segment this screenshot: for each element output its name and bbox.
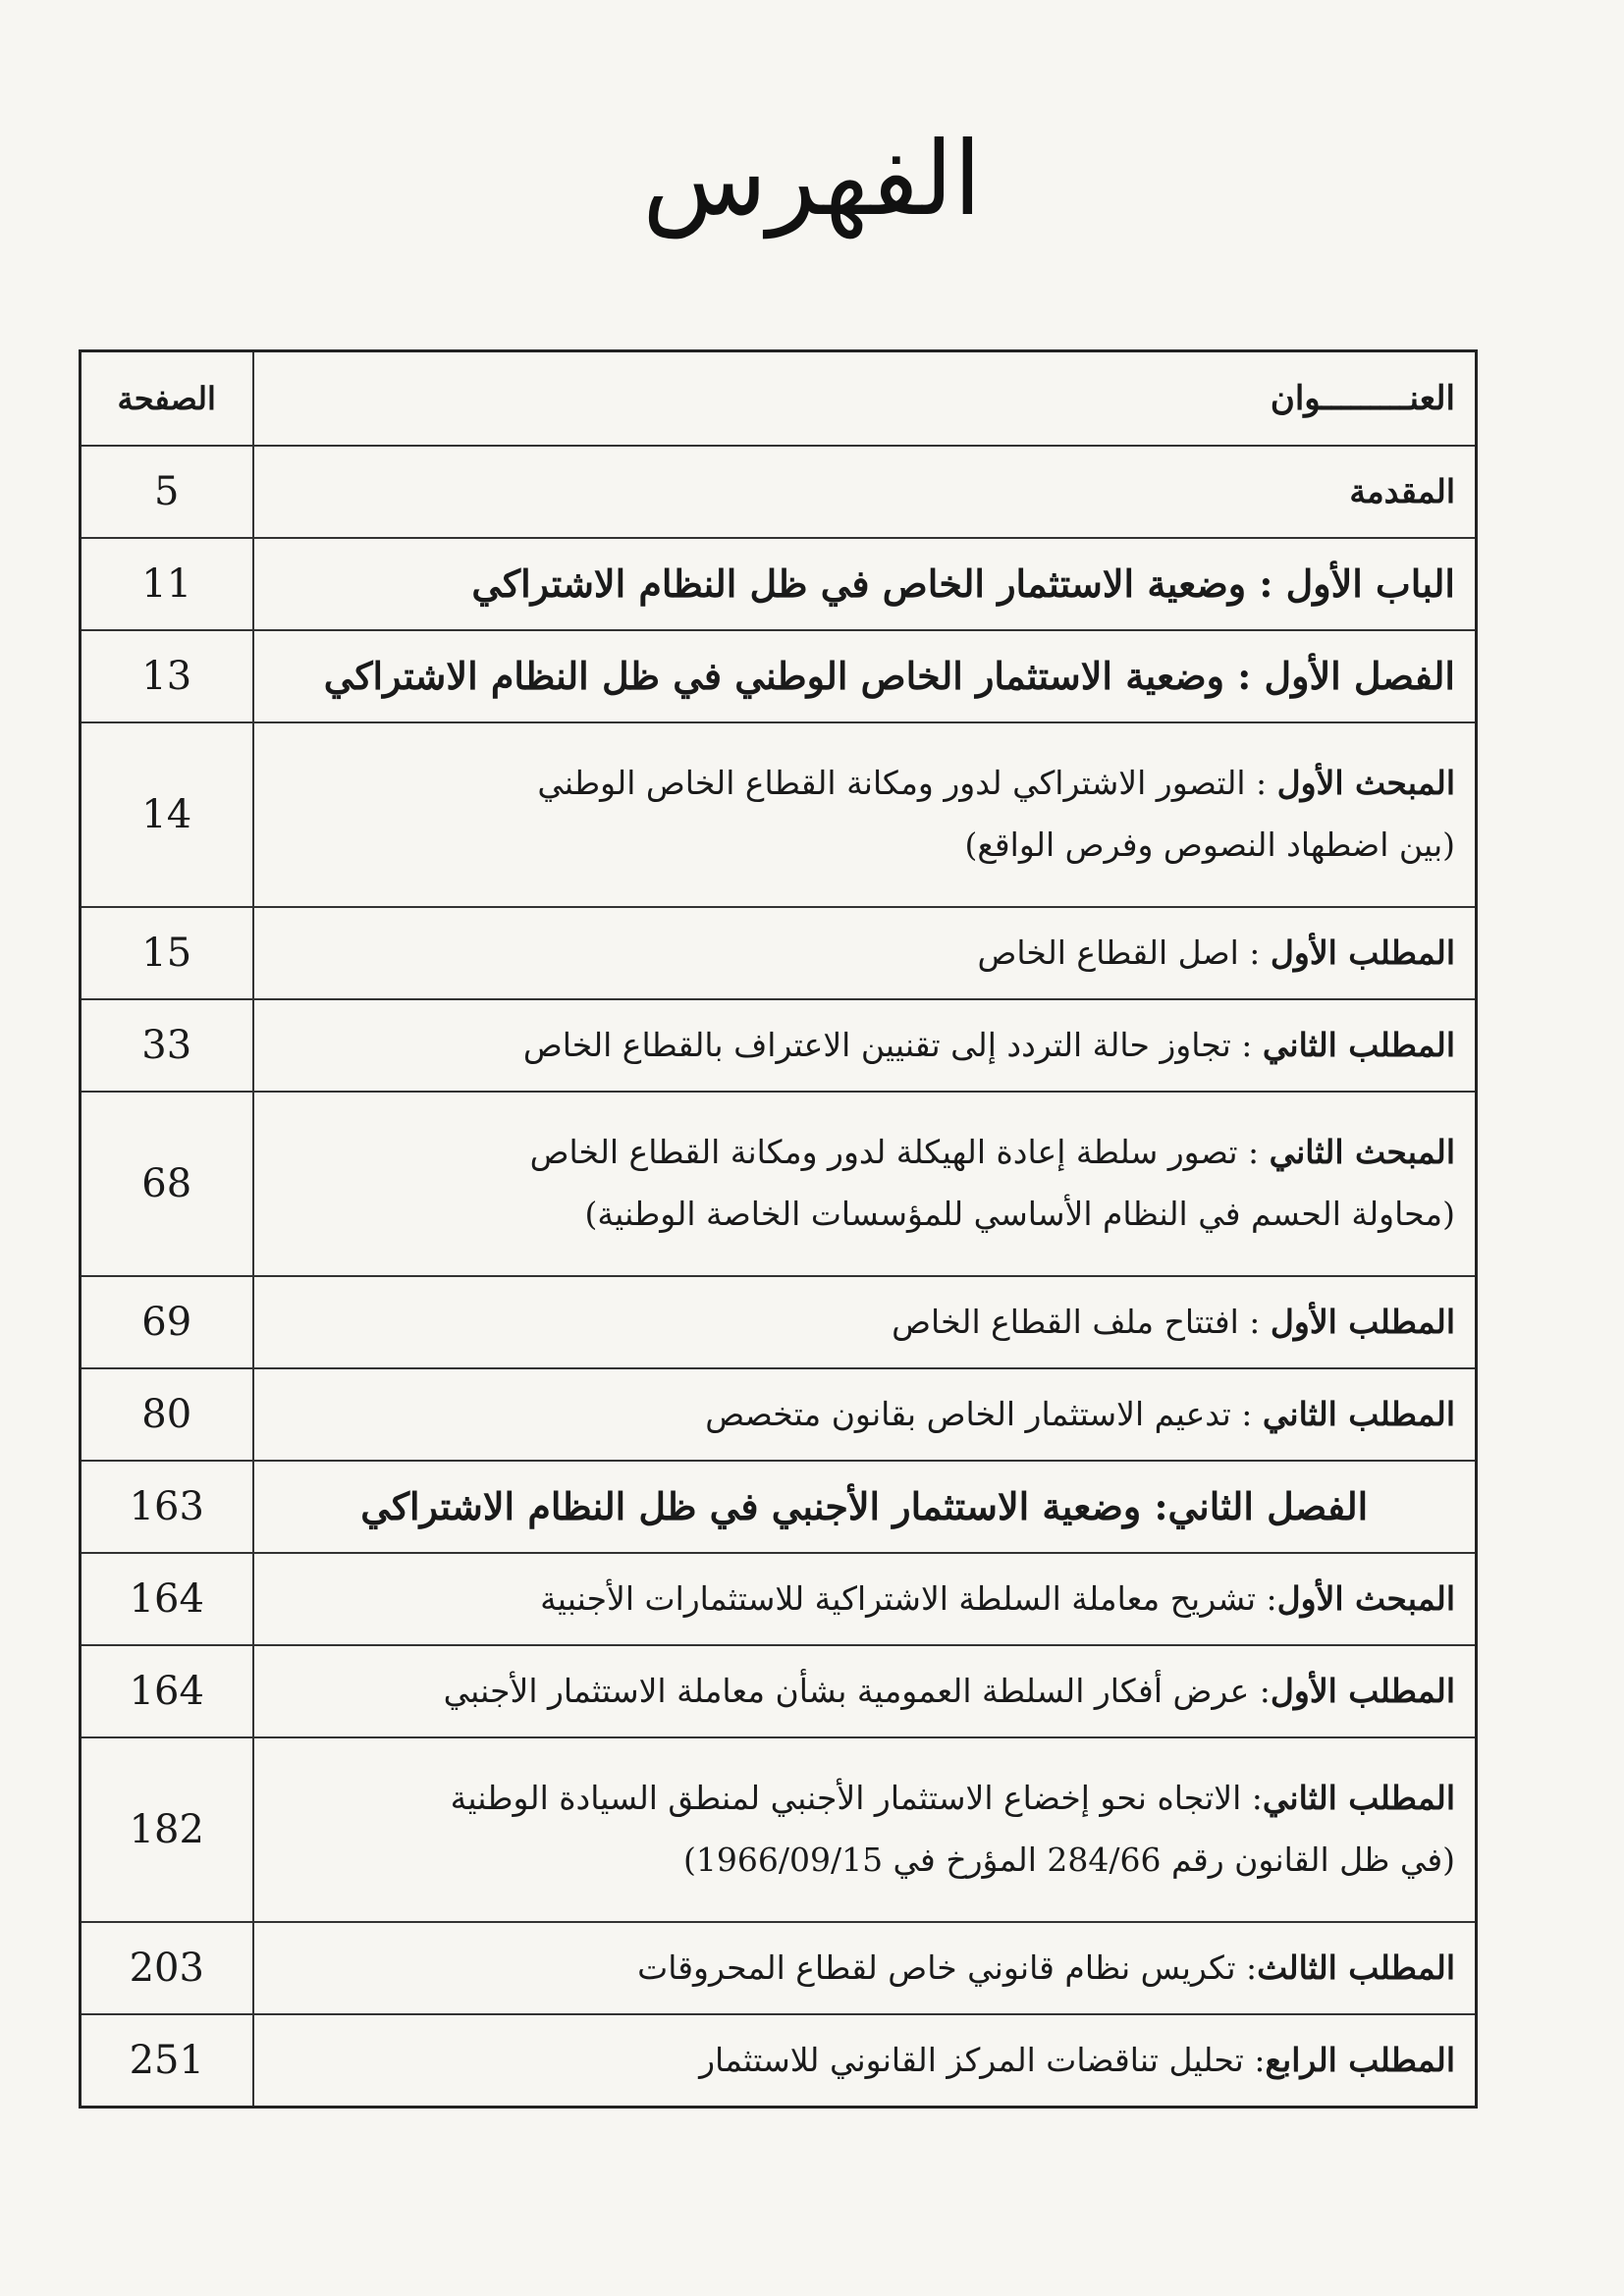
toc-entry-text: : تشريح معاملة السلطة الاشتراكية للاستثمارات الأجنبية xyxy=(540,1578,1277,1618)
toc-entry-title xyxy=(253,722,1477,907)
toc-row xyxy=(81,1461,1477,1553)
toc-entry-text: : تدعيم الاستثمار الخاص بقانون متخصص xyxy=(705,1394,1263,1433)
toc-entry-text: : تكريس نظام قانوني خاص لقطاع المحروقات xyxy=(637,1948,1258,1987)
table-of-contents xyxy=(79,349,1478,2109)
toc-row xyxy=(81,1553,1477,1645)
toc-entry-label: المطلب الرابع xyxy=(1265,2040,1455,2079)
toc-entry-label: المطلب الأول xyxy=(1270,933,1455,972)
toc-entry-page: 164 xyxy=(81,1645,253,1737)
toc-entry-label: المبحث الثاني xyxy=(1269,1133,1455,1172)
toc-row xyxy=(81,722,1477,907)
toc-entry-text: : افتتاح ملف القطاع الخاص xyxy=(892,1302,1271,1341)
toc-entry-label: المطلب الثالث xyxy=(1257,1948,1455,1987)
toc-row xyxy=(81,1368,1477,1461)
toc-entry-page: 15 xyxy=(81,907,253,999)
toc-entry-page: 164 xyxy=(81,1553,253,1645)
toc-entry-subtext: (في ظل القانون رقم 284/66 المؤرخ في 1966/09/15) xyxy=(682,1841,1455,1879)
toc-entry-page: 182 xyxy=(81,1737,253,1922)
toc-entry-text: : التصور الاشتراكي لدور ومكانة القطاع الخاص الوطني xyxy=(537,764,1277,803)
toc-entry-page: 5 xyxy=(81,446,253,538)
toc-entry-label: المطلب الثاني xyxy=(1262,1025,1455,1064)
toc-entry-subtext: (بين اضطهاد النصوص وفرص الواقع) xyxy=(964,826,1455,864)
page-title: الفهرس xyxy=(642,119,982,239)
toc-entry-page: 69 xyxy=(81,1276,253,1368)
toc-row xyxy=(81,1276,1477,1368)
toc-entry-text: : تحليل تناقضات المركز القانوني للاستثمار xyxy=(699,2040,1266,2079)
header-page-cell: الصفحة xyxy=(81,351,253,447)
toc-entry-label: الفصل الثاني: وضعية الاستثمار الأجنبي في ظل النظام الاشتراكي xyxy=(360,1483,1369,1528)
toc-entry-page: 11 xyxy=(81,538,253,630)
toc-entry-title xyxy=(253,1922,1477,2014)
toc-entry-title xyxy=(253,1737,1477,1922)
toc-entry-title xyxy=(253,2014,1477,2108)
toc-entry-title xyxy=(253,1553,1477,1645)
toc-row xyxy=(81,1922,1477,2014)
toc-entry-title xyxy=(253,630,1477,722)
toc-entry-page: 33 xyxy=(81,999,253,1092)
toc-row xyxy=(81,907,1477,999)
toc-row xyxy=(81,630,1477,722)
toc-entry-text: : تصور سلطة إعادة الهيكلة لدور ومكانة القطاع الخاص xyxy=(529,1133,1270,1172)
header-title-cell: العنـــــــــوان xyxy=(253,351,1477,447)
toc-entry-label: المطلب الثاني xyxy=(1262,1394,1455,1433)
toc-entry-title xyxy=(253,1368,1477,1461)
toc-entry-page: 80 xyxy=(81,1368,253,1461)
toc-entry-text: : الاتجاه نحو إخضاع الاستثمار الأجنبي لمنطق السيادة الوطنية xyxy=(450,1779,1263,1818)
toc-entry-title xyxy=(253,446,1477,538)
toc-row xyxy=(81,446,1477,538)
toc-entry-page: 203 xyxy=(81,1922,253,2014)
toc-entry-title xyxy=(253,1276,1477,1368)
toc-entry-label: المبحث الأول xyxy=(1276,764,1455,803)
toc-entry-page: 14 xyxy=(81,722,253,907)
toc-entry-page: 68 xyxy=(81,1092,253,1276)
toc-entry-label: المطلب الأول xyxy=(1270,1302,1455,1341)
toc-entry-text: : تجاوز حالة التردد إلى تقنيين الاعتراف بالقطاع الخاص xyxy=(522,1025,1263,1064)
toc-entry-title xyxy=(253,1092,1477,1276)
toc-entry-label: المطلب الثاني xyxy=(1262,1779,1455,1818)
toc-row xyxy=(81,1645,1477,1737)
toc-entry-text: : عرض أفكار السلطة العمومية بشأن معاملة الاستثمار الأجنبي xyxy=(443,1671,1271,1710)
toc-entry-title xyxy=(253,907,1477,999)
toc-entry-page: 251 xyxy=(81,2014,253,2108)
table-header-row xyxy=(81,351,1477,447)
toc-entry-title xyxy=(253,1461,1477,1553)
toc-entry-label: الباب الأول : وضعية الاستثمار الخاص في ظل النظام الاشتراكي xyxy=(471,561,1455,606)
toc-entry-text: : اصل القطاع الخاص xyxy=(977,933,1271,972)
toc-entry-title xyxy=(253,538,1477,630)
toc-entry-label: الفصل الأول : وضعية الاستثمار الخاص الوطني في ظل النظام الاشتراكي xyxy=(323,653,1455,698)
toc-entry-label: المبحث الأول xyxy=(1276,1578,1455,1618)
toc-row xyxy=(81,2014,1477,2108)
toc-entry-title xyxy=(253,1645,1477,1737)
toc-entry-subtext: (محاولة الحسم في النظام الأساسي للمؤسسات الخاصة الوطنية) xyxy=(584,1195,1455,1233)
toc-entry-label: المطلب الأول xyxy=(1270,1671,1455,1710)
toc-entry-page: 13 xyxy=(81,630,253,722)
toc-entry-page: 163 xyxy=(81,1461,253,1553)
toc-entry-label: المقدمة xyxy=(1349,471,1455,510)
toc-row xyxy=(81,999,1477,1092)
toc-row xyxy=(81,1737,1477,1922)
toc-row xyxy=(81,538,1477,630)
toc-row xyxy=(81,1092,1477,1276)
toc-entry-title xyxy=(253,999,1477,1092)
